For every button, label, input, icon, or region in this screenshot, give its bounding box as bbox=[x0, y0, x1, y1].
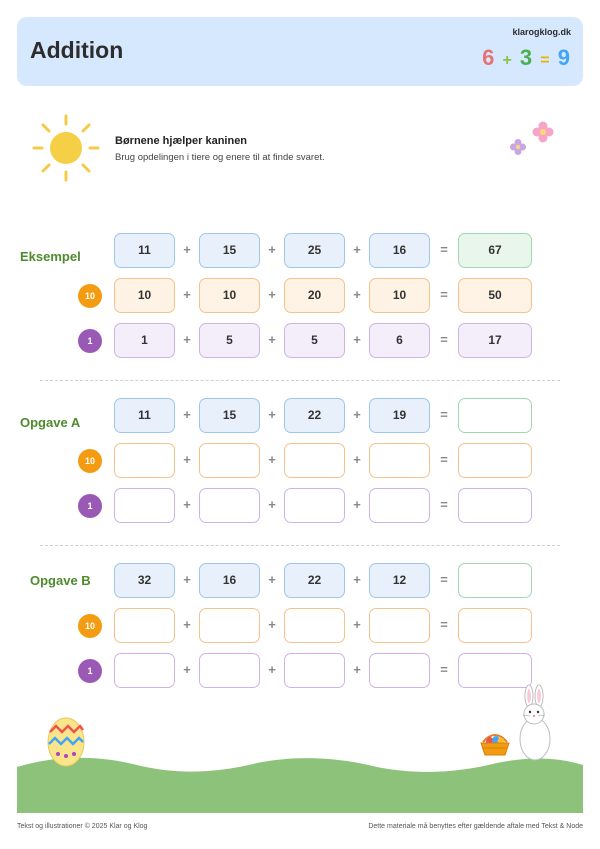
number-box: 22 bbox=[284, 563, 345, 598]
section-label-opgave-b: Opgave B bbox=[30, 573, 91, 588]
plus-sign: + bbox=[268, 452, 276, 467]
number-box: 16 bbox=[199, 563, 260, 598]
plus-sign: + bbox=[268, 662, 276, 677]
tens-answer-box[interactable] bbox=[199, 443, 260, 478]
flowers-icon bbox=[505, 118, 560, 160]
ones-answer-box[interactable] bbox=[369, 653, 430, 688]
ones-badge: 1 bbox=[78, 659, 102, 683]
number-box: 11 bbox=[114, 398, 175, 433]
header-banner bbox=[17, 17, 583, 86]
ones-answer-box[interactable] bbox=[284, 488, 345, 523]
ones-box: 5 bbox=[199, 323, 260, 358]
plus-sign: + bbox=[353, 662, 361, 677]
tens-box: 10 bbox=[369, 278, 430, 313]
tens-badge: 10 bbox=[78, 449, 102, 473]
plus-sign: + bbox=[183, 497, 191, 512]
plus-sign: + bbox=[353, 572, 361, 587]
ones-answer-box[interactable] bbox=[199, 653, 260, 688]
bunny-icon bbox=[515, 684, 555, 762]
plus-sign: + bbox=[353, 452, 361, 467]
ones-answer-box[interactable] bbox=[199, 488, 260, 523]
ones-badge: 1 bbox=[78, 329, 102, 353]
easter-egg-icon bbox=[45, 714, 87, 768]
equals-sign: = bbox=[440, 617, 448, 632]
section-label-opgave-a: Opgave A bbox=[20, 415, 81, 430]
total-box: 67 bbox=[458, 233, 532, 268]
ones-answer-box[interactable] bbox=[114, 488, 175, 523]
footer-copyright: Tekst og illustrationer © 2025 Klar og Klog bbox=[17, 823, 148, 830]
footer-license: Dette materiale må benyttes efter gældende aftale med Tekst & Node bbox=[368, 823, 583, 830]
plus-sign: + bbox=[183, 617, 191, 632]
plus-sign: + bbox=[268, 497, 276, 512]
number-box: 15 bbox=[199, 233, 260, 268]
ones-box: 5 bbox=[284, 323, 345, 358]
number-box: 32 bbox=[114, 563, 175, 598]
plus-sign: + bbox=[183, 572, 191, 587]
answer-box[interactable] bbox=[458, 398, 532, 433]
equals-sign: = bbox=[440, 242, 448, 257]
plus-sign: + bbox=[183, 287, 191, 302]
plus-sign: + bbox=[353, 497, 361, 512]
tens-total-answer-box[interactable] bbox=[458, 608, 532, 643]
number-box: 12 bbox=[369, 563, 430, 598]
logo-plus: + bbox=[502, 52, 513, 69]
ones-box: 1 bbox=[114, 323, 175, 358]
grass-ground bbox=[17, 755, 583, 813]
tens-answer-box[interactable] bbox=[369, 608, 430, 643]
tens-box: 10 bbox=[199, 278, 260, 313]
tens-badge: 10 bbox=[78, 614, 102, 638]
plus-sign: + bbox=[183, 407, 191, 422]
logo-digit-b: 3 bbox=[519, 45, 534, 70]
plus-sign: + bbox=[268, 332, 276, 347]
plus-sign: + bbox=[183, 662, 191, 677]
brand-name[interactable]: klarogklog.dk bbox=[512, 27, 571, 37]
equals-sign: = bbox=[440, 407, 448, 422]
ones-answer-box[interactable] bbox=[114, 653, 175, 688]
ones-total-answer-box[interactable] bbox=[458, 653, 532, 688]
page-title: Addition bbox=[30, 37, 124, 63]
plus-sign: + bbox=[183, 242, 191, 257]
plus-sign: + bbox=[268, 242, 276, 257]
tens-total-box: 50 bbox=[458, 278, 532, 313]
number-box: 16 bbox=[369, 233, 430, 268]
plus-sign: + bbox=[268, 572, 276, 587]
equals-sign: = bbox=[440, 572, 448, 587]
logo-equation bbox=[482, 45, 571, 71]
logo-digit-c: 9 bbox=[557, 45, 571, 70]
section-label-eksempel: Eksempel bbox=[20, 249, 81, 264]
tens-answer-box[interactable] bbox=[114, 443, 175, 478]
tens-answer-box[interactable] bbox=[114, 608, 175, 643]
tens-total-answer-box[interactable] bbox=[458, 443, 532, 478]
number-box: 22 bbox=[284, 398, 345, 433]
ones-answer-box[interactable] bbox=[284, 653, 345, 688]
number-box: 25 bbox=[284, 233, 345, 268]
plus-sign: + bbox=[353, 617, 361, 632]
equals-sign: = bbox=[440, 332, 448, 347]
equals-sign: = bbox=[440, 452, 448, 467]
egg-basket-icon bbox=[478, 730, 512, 756]
ones-total-box: 17 bbox=[458, 323, 532, 358]
tens-answer-box[interactable] bbox=[284, 443, 345, 478]
section-divider bbox=[40, 380, 560, 381]
tens-badge: 10 bbox=[78, 284, 102, 308]
answer-box[interactable] bbox=[458, 563, 532, 598]
section-divider bbox=[40, 545, 560, 546]
tens-box: 10 bbox=[114, 278, 175, 313]
plus-sign: + bbox=[353, 287, 361, 302]
equals-sign: = bbox=[440, 662, 448, 677]
number-box: 19 bbox=[369, 398, 430, 433]
tens-answer-box[interactable] bbox=[284, 608, 345, 643]
equals-sign: = bbox=[440, 497, 448, 512]
tens-answer-box[interactable] bbox=[369, 443, 430, 478]
intro-subtitle: Brug opdelingen i tiere og enere til at finde svaret. bbox=[115, 152, 325, 163]
number-box: 15 bbox=[199, 398, 260, 433]
tens-box: 20 bbox=[284, 278, 345, 313]
ones-badge: 1 bbox=[78, 494, 102, 518]
plus-sign: + bbox=[268, 287, 276, 302]
intro-title: Børnene hjælper kaninen bbox=[115, 135, 248, 147]
plus-sign: + bbox=[353, 242, 361, 257]
plus-sign: + bbox=[183, 332, 191, 347]
tens-answer-box[interactable] bbox=[199, 608, 260, 643]
plus-sign: + bbox=[353, 332, 361, 347]
logo-digit-a: 6 bbox=[482, 45, 496, 70]
ones-answer-box[interactable] bbox=[369, 488, 430, 523]
logo-equals: = bbox=[540, 52, 551, 69]
ones-box: 6 bbox=[369, 323, 430, 358]
number-box: 11 bbox=[114, 233, 175, 268]
plus-sign: + bbox=[268, 407, 276, 422]
sun-icon bbox=[32, 114, 100, 182]
plus-sign: + bbox=[268, 617, 276, 632]
ones-total-answer-box[interactable] bbox=[458, 488, 532, 523]
plus-sign: + bbox=[353, 407, 361, 422]
equals-sign: = bbox=[440, 287, 448, 302]
plus-sign: + bbox=[183, 452, 191, 467]
